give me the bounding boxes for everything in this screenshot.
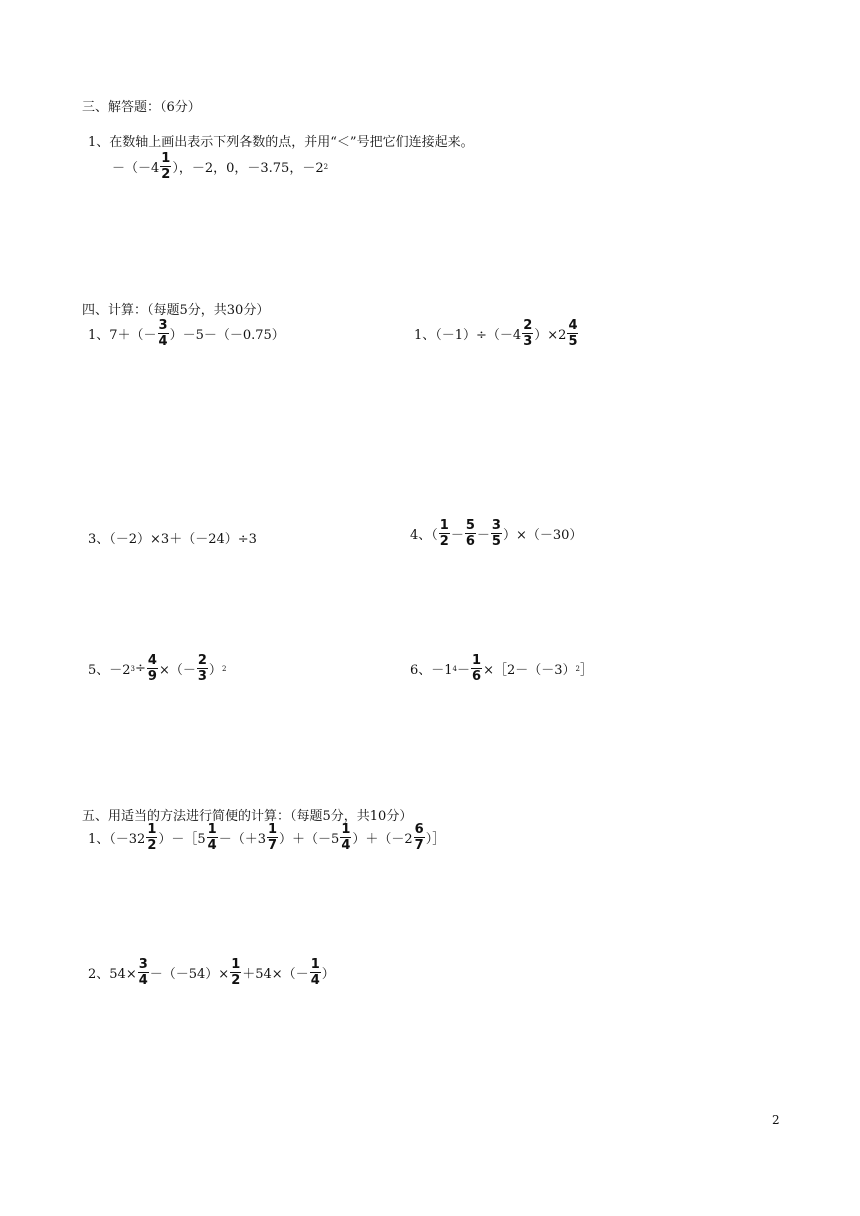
expression-text: ）］ <box>425 832 446 847</box>
fraction <box>340 823 351 852</box>
expression-text: 2 <box>523 318 533 333</box>
expression-text: 4 <box>341 838 351 853</box>
expression-text: 4 <box>158 334 168 349</box>
expression-text: 2 <box>323 162 329 171</box>
section-4-question-4 <box>410 519 582 548</box>
section-4-question-1 <box>88 319 285 348</box>
expression-text: 2 <box>197 653 207 668</box>
expression-text: 3 <box>197 669 207 684</box>
expression-text: 4 <box>147 653 157 668</box>
expression-text: 2、54× <box>88 967 137 982</box>
expression-text: 2 <box>231 973 241 988</box>
section-5-question-1 <box>88 823 445 852</box>
expression-text: ）×（－30） <box>502 528 583 543</box>
fraction <box>567 319 578 348</box>
fraction <box>471 654 482 683</box>
expression-text: 5、－2 <box>88 663 131 678</box>
expression-text: 四、计算：（每题5分，共30分） <box>82 303 270 318</box>
expression-text: 1、在数轴上画出表示下列各数的点，并用“＜”号把它们连接起来。 <box>88 135 474 150</box>
expression-text: ÷ <box>135 661 146 676</box>
expression-text: 3 <box>130 664 136 673</box>
fraction <box>147 654 158 683</box>
expression-text: 1、（－32 <box>88 832 146 847</box>
expression-text: 3 <box>158 318 168 333</box>
expression-text: 3 <box>523 334 533 349</box>
expression-text: 5 <box>568 334 578 349</box>
section-4-question-6 <box>410 654 593 683</box>
page-number: 2 <box>772 1113 780 1127</box>
expression-text: 2 <box>161 167 171 182</box>
expression-text: 1 <box>231 957 241 972</box>
expression-text: ）－5－（－0.75） <box>169 328 285 343</box>
expression-text: 1 <box>267 822 278 837</box>
fraction <box>138 958 149 987</box>
section-3-question-1-numbers <box>112 152 328 181</box>
expression-text: ）×2 <box>534 328 567 343</box>
expression-text: 1 <box>472 653 482 668</box>
expression-text: 4 <box>452 664 458 673</box>
expression-text: 4 <box>138 973 148 988</box>
section-4-question-3 <box>88 528 257 547</box>
section-3-title <box>82 96 201 115</box>
expression-text: ），－2，0，－3.75，－2 <box>172 161 324 176</box>
section-4-title <box>82 299 269 318</box>
expression-text: － <box>457 663 471 678</box>
expression-text: －（＋3 <box>218 832 266 847</box>
section-5-title <box>82 805 412 824</box>
expression-text: 2 <box>147 838 157 853</box>
expression-text: 1、（－1）÷（－4 <box>414 328 522 343</box>
expression-text: 3、（－2）×3＋（－24）÷3 <box>88 532 257 547</box>
expression-text: 6 <box>472 669 482 684</box>
expression-text: ）＋（－2 <box>352 832 413 847</box>
fraction <box>197 654 208 683</box>
expression-text: 4、（ <box>410 528 438 543</box>
fraction <box>160 152 171 181</box>
expression-text: ） <box>208 663 222 678</box>
fraction <box>230 958 241 987</box>
expression-text: ×［2－（－3） <box>483 663 576 678</box>
expression-text: 2 <box>575 664 580 673</box>
expression-text: 1 <box>147 822 157 837</box>
expression-text: －（－4 <box>112 161 160 176</box>
expression-text: 5 <box>491 534 501 549</box>
section-3-question-1 <box>88 131 474 150</box>
expression-text: 6 <box>414 822 424 837</box>
expression-text: 1 <box>207 822 217 837</box>
fraction <box>491 519 502 548</box>
fraction <box>439 519 450 548</box>
fraction <box>522 319 533 348</box>
expression-text: 五、用适当的方法进行简便的计算：（每题5分，共10分） <box>82 809 413 824</box>
section-4-question-5 <box>88 654 226 683</box>
expression-text: ×（－ <box>158 663 196 678</box>
fraction <box>267 823 278 852</box>
expression-text: ）＋（－5 <box>279 832 340 847</box>
expression-text: 6 <box>465 534 475 549</box>
expression-text: － <box>450 528 464 543</box>
expression-text: 1 <box>439 518 449 533</box>
expression-text: 三、解答题：（6分） <box>82 100 201 115</box>
expression-text: 6、－1 <box>410 663 453 678</box>
expression-text: ＋54×（－ <box>242 967 309 982</box>
fraction <box>158 319 169 348</box>
expression-text: － <box>476 528 490 543</box>
expression-text: 7 <box>414 838 424 853</box>
section-5-question-2 <box>88 958 335 987</box>
expression-text: ）－［5 <box>158 832 206 847</box>
expression-text: 1 <box>341 822 351 837</box>
section-4-question-2 <box>414 319 579 348</box>
expression-text: 2 <box>221 664 227 673</box>
fraction <box>207 823 218 852</box>
expression-text: 4 <box>310 973 320 988</box>
expression-text: 2 <box>439 534 449 549</box>
expression-text: －（－54）× <box>149 967 230 982</box>
expression-text: 9 <box>147 669 157 684</box>
fraction <box>146 823 157 852</box>
fraction <box>310 958 321 987</box>
expression-text: 4 <box>207 838 217 853</box>
expression-text: 3 <box>138 957 148 972</box>
expression-text: ） <box>321 967 335 982</box>
expression-text: 1 <box>310 957 320 972</box>
expression-text: 4 <box>568 318 578 333</box>
expression-text: 3 <box>491 518 501 533</box>
expression-text: 7 <box>267 838 278 853</box>
expression-text: ］ <box>579 663 593 678</box>
fraction <box>465 519 476 548</box>
fraction <box>414 823 425 852</box>
expression-text: 1 <box>161 151 171 166</box>
expression-text: 1、7＋（－ <box>88 328 157 343</box>
expression-text: 5 <box>465 518 475 533</box>
